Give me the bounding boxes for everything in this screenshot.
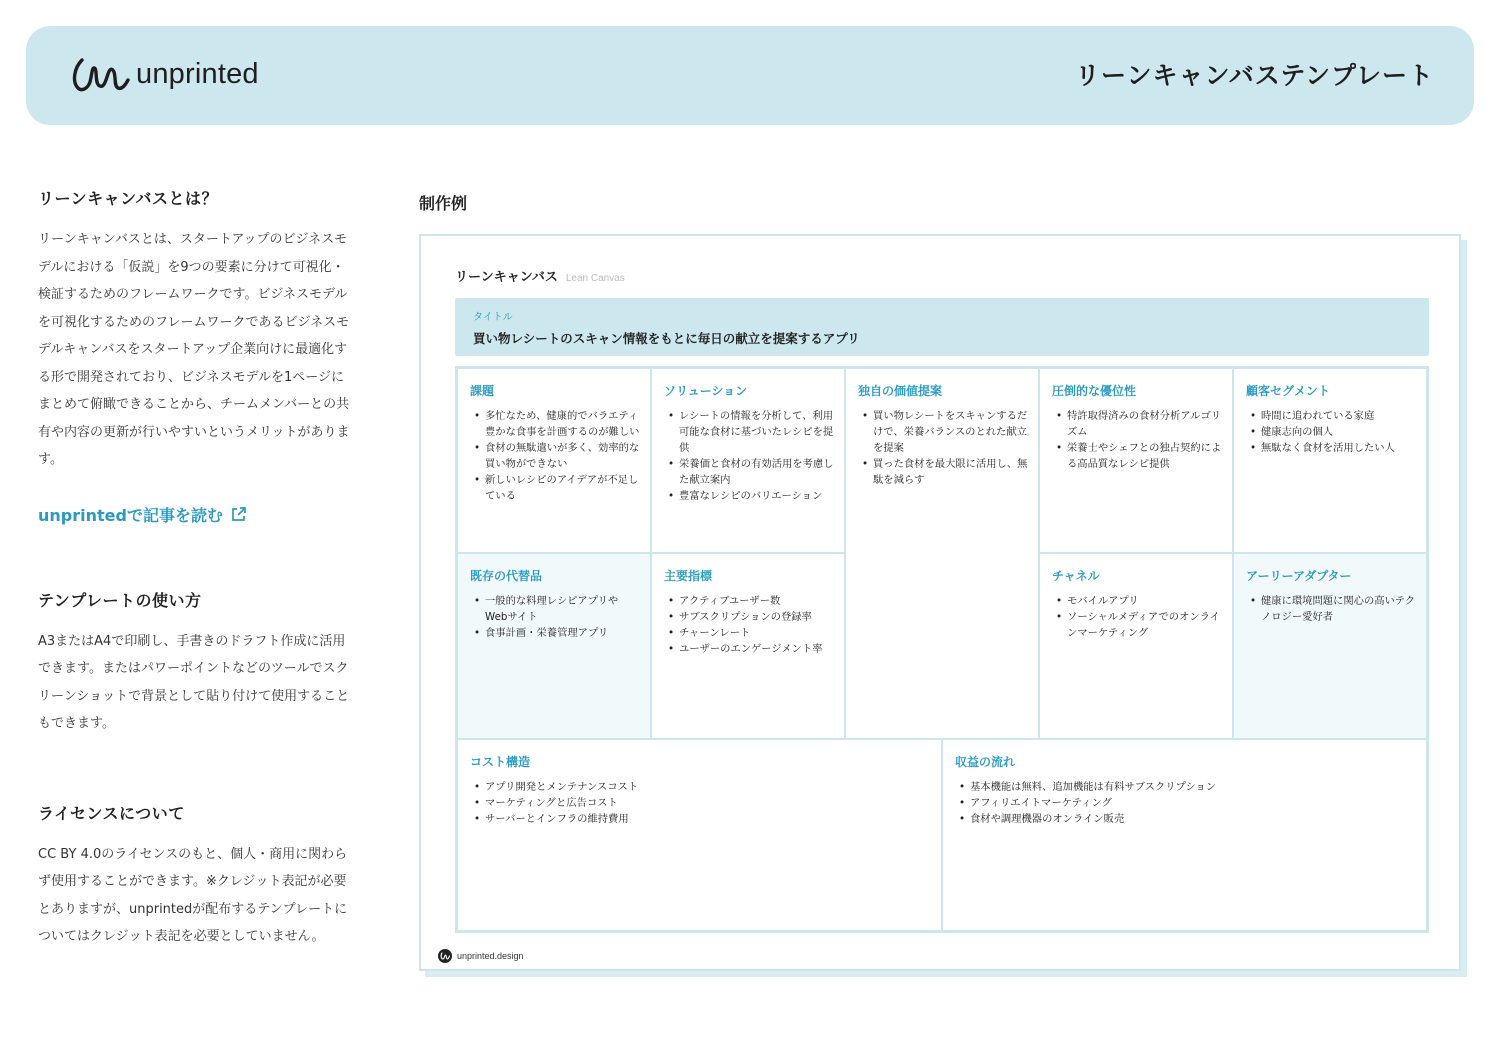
read-article-link[interactable]	[38, 503, 378, 526]
cell-list	[1246, 593, 1416, 625]
about-line: デルキャンバスをスタートアップ企業向けに最適化す	[38, 342, 348, 357]
cell-early-adopters	[1234, 554, 1426, 738]
cell-title: 主要指標	[664, 569, 713, 583]
list-item: • 健康に環境問題に関心の高いテクノロジー愛好者	[1246, 593, 1416, 625]
list-item: • 新しいレシピのアイデアが不足している	[470, 472, 640, 504]
about-body	[38, 226, 378, 474]
list-item: • チャーンレート	[664, 625, 834, 641]
cell-title: 既存の代替品	[470, 569, 543, 583]
title-box-value: 買い物レシートのスキャン情報をもとに毎日の献立を提案するアプリ	[473, 331, 860, 346]
cell-key-metrics	[652, 554, 844, 738]
cell-list	[858, 408, 1028, 488]
list-item: • 栄養価と食材の有効活用を考慮した献立案内	[664, 456, 834, 488]
about-line: す。	[38, 452, 63, 467]
usage-line: できます。またはパワーポイントなどのツールでスク	[38, 661, 349, 676]
unprinted-badge-icon	[438, 949, 452, 963]
list-item: • 健康志向の個人	[1246, 424, 1416, 440]
cell-list	[470, 593, 640, 641]
canvas-heading	[455, 266, 625, 285]
canvas-title: リーンキャンバス	[455, 270, 558, 285]
canvas-subtitle: Lean Canvas	[565, 273, 625, 284]
cell-existing-alternatives	[458, 554, 650, 738]
list-item: • 食材の無駄遣いが多く、効率的な買い物ができない	[470, 440, 640, 472]
cell-unfair-advantage	[1040, 369, 1232, 552]
list-item: • 食事計画・栄養管理アプリ	[470, 625, 640, 641]
cell-channels	[1040, 554, 1232, 738]
about-title: リーンキャンバスとは？	[38, 189, 219, 208]
license-line: ず使用することができます。※クレジット表記が必要	[38, 874, 347, 889]
external-link-icon	[230, 506, 247, 523]
about-line: 有や内容の更新が行いやすいというメリットがありま	[38, 424, 350, 440]
list-item: • ユーザーのエンゲージメント率	[664, 641, 834, 657]
list-item: • マーケティングと広告コスト	[470, 795, 931, 811]
canvas-title-box	[455, 298, 1429, 356]
list-item: • 買った食材を最大限に活用し、無駄を減らす	[858, 456, 1028, 488]
logo[interactable]	[68, 54, 259, 94]
cell-title: アーリーアダプター	[1246, 569, 1352, 583]
cell-list	[1246, 408, 1416, 456]
title-box-label: タイトル	[473, 312, 513, 323]
list-item: • 特許取得済みの食材分析アルゴリズム	[1052, 408, 1222, 440]
about-line: デルにおける「仮説」を9つの要素に分けて可視化・	[38, 259, 345, 275]
list-item: • サブスクリプションの登録率	[664, 609, 834, 625]
usage-line: もできます。	[38, 716, 115, 731]
cell-customer-segments	[1234, 369, 1426, 552]
license-title: ライセンスについて	[38, 803, 185, 823]
cell-title: ソリューション	[664, 384, 748, 398]
about-line: まとめて俯瞰できることから、チームメンバーとの共	[38, 397, 350, 412]
about-line: リーンキャンバスとは、スタートアップのビジネスモ	[38, 232, 348, 247]
license-line: ついてはクレジット表記を必要としていません。	[38, 929, 325, 944]
cell-problem	[458, 369, 650, 552]
cell-list	[1052, 593, 1222, 641]
info-column	[38, 186, 378, 951]
example-title: 制作例	[419, 194, 468, 213]
cell-title: 圧倒的な優位性	[1052, 384, 1137, 398]
cell-list	[470, 779, 931, 827]
list-item: • 無駄なく食材を活用したい人	[1246, 440, 1416, 456]
cell-list	[1052, 408, 1222, 472]
list-item: • 食材や調理機器のオンライン販売	[955, 811, 1416, 827]
about-line: る形で開発されており、ビジネスモデルを1ページに	[38, 369, 344, 385]
cell-list	[664, 593, 834, 657]
list-item: • 一般的な料理レシピアプリやWebサイト	[470, 593, 640, 625]
cell-title: 独自の価値提案	[858, 384, 943, 398]
list-item: • 栄養士やシェフとの独占契約による高品質なレシピ提供	[1052, 440, 1222, 472]
usage-line: A3またはA4で印刷し、手書きのドラフト作成に活用	[38, 633, 346, 649]
license-section	[38, 801, 378, 951]
cell-list	[955, 779, 1416, 827]
cell-solution	[652, 369, 844, 552]
cell-title: 収益の流れ	[955, 755, 1016, 769]
cell-list	[664, 408, 834, 504]
page-title: リーンキャンバステンプレート	[1074, 61, 1434, 90]
list-item: • アクティブユーザー数	[664, 593, 834, 609]
logo-mark-icon	[68, 54, 130, 94]
usage-section	[38, 588, 378, 738]
list-item: • モバイルアプリ	[1052, 593, 1222, 609]
list-item: • 買い物レシートをスキャンするだけで、栄養バランスのとれた献立を提案	[858, 408, 1028, 456]
license-body	[38, 841, 378, 951]
logo-text: unprinted	[136, 57, 259, 90]
list-item: • 豊富なレシピのバリエーション	[664, 488, 834, 504]
usage-line: リーンショットで背景として貼り付けて使用すること	[38, 688, 350, 704]
list-item: • 基本機能は無料、追加機能は有料サブスクリプション	[955, 779, 1416, 795]
license-line: とありますが、unprintedが配布するテンプレートに	[38, 901, 348, 917]
list-item: • 時間に追われている家庭	[1246, 408, 1416, 424]
about-line: を可視化するためのフレームワークであるビジネスモ	[38, 314, 350, 330]
header-banner	[26, 26, 1474, 125]
lean-canvas-sheet	[419, 234, 1461, 971]
footer-text: unprinted.design	[457, 951, 524, 961]
cell-cost-structure	[458, 740, 941, 930]
cell-title: チャネル	[1052, 569, 1100, 583]
read-article-link-label: unprintedで記事を読む	[38, 505, 223, 525]
list-item: • 多忙なため、健康的でバラエティ豊かな食事を計画するのが難しい	[470, 408, 640, 440]
usage-body	[38, 628, 378, 738]
about-line: 検証するためのフレームワークです。ビジネスモデル	[38, 287, 348, 302]
license-line: CC BY 4.0のライセンスのもと、個人・商用に関わら	[38, 846, 348, 862]
cell-revenue-streams	[943, 740, 1426, 930]
usage-title: テンプレートの使い方	[38, 590, 202, 610]
list-item: • サーバーとインフラの維持費用	[470, 811, 931, 827]
cell-title: コスト構造	[470, 755, 531, 769]
list-item: • レシートの情報を分析して、利用可能な食材に基づいたレシピを提供	[664, 408, 834, 456]
footer-credit	[438, 949, 524, 963]
cell-list	[470, 408, 640, 504]
cell-title: 課題	[470, 384, 495, 398]
list-item: • ソーシャルメディアでのオンラインマーケティング	[1052, 609, 1222, 641]
list-item: • アフィリエイトマーケティング	[955, 795, 1416, 811]
list-item: • アプリ開発とメンテナンスコスト	[470, 779, 931, 795]
cell-unique-value-proposition	[846, 369, 1038, 738]
cell-title: 顧客セグメント	[1246, 384, 1330, 398]
canvas-grid	[455, 366, 1429, 933]
about-section	[38, 186, 378, 526]
